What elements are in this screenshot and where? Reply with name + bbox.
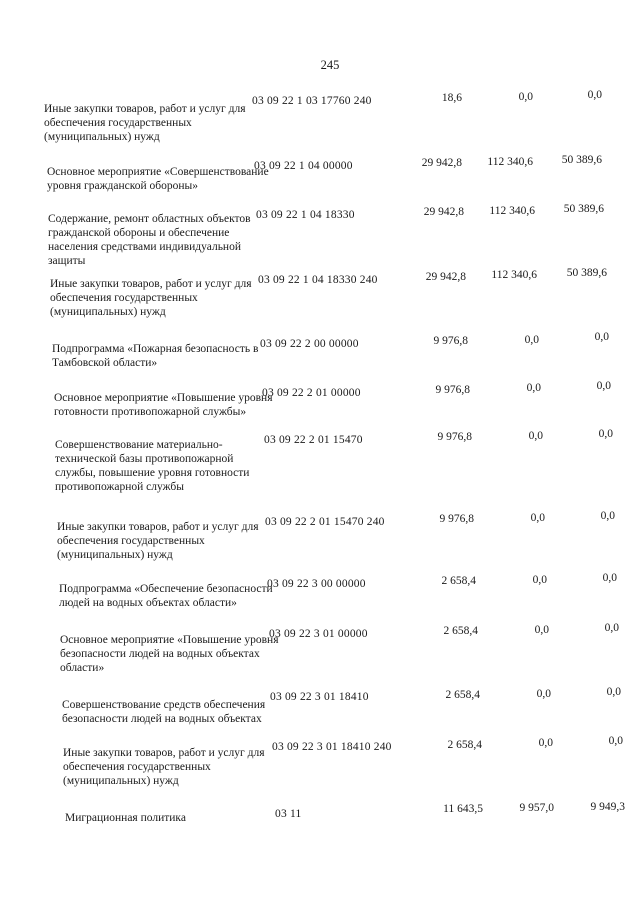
value-col-3: 0,0 — [596, 380, 611, 392]
value-col-2: 112 340,6 — [491, 269, 537, 281]
page-number: 245 — [320, 58, 340, 72]
value-col-3: 9 949,3 — [590, 801, 625, 813]
value-col-3: 0,0 — [602, 572, 617, 584]
value-col-1: 9 976,8 — [439, 513, 474, 525]
row-name: Совершенствование материально-технической базы противопожарной службы, повышение уровня готовности противопожарной службы — [55, 439, 250, 493]
value-col-1: 29 942,8 — [425, 271, 466, 283]
value-col-2: 0,0 — [534, 624, 549, 636]
value-col-1: 11 643,5 — [443, 803, 483, 815]
value-col-1: 2 658,4 — [447, 739, 482, 751]
row-code: 03 09 22 1 04 00000 — [254, 160, 353, 172]
value-col-1: 9 976,8 — [435, 384, 470, 396]
row-name: Подпрограмма «Обеспечение безопасности людей на водных объектах области» — [59, 583, 273, 609]
row-code: 03 09 22 1 04 18330 240 — [258, 274, 378, 286]
row-name: Иные закупки товаров, работ и услуг для обеспечения государственных (муниципальных) нужд — [50, 278, 252, 318]
value-col-1: 29 942,8 — [421, 157, 462, 169]
row-code: 03 09 22 3 01 00000 — [269, 628, 368, 640]
value-col-1: 18,6 — [441, 92, 462, 104]
value-col-2: 0,0 — [526, 382, 541, 394]
row-name: Основное мероприятие «Повышение уровня готовности противопожарной службы» — [54, 392, 273, 418]
row-code: 03 09 22 1 03 17760 240 — [252, 95, 372, 107]
value-col-1: 9 976,8 — [437, 431, 472, 443]
value-col-3: 0,0 — [606, 686, 621, 698]
row-name: Совершенствование средств обеспечения безопасности людей на водных объектах — [62, 699, 266, 725]
value-col-3: 0,0 — [604, 622, 619, 634]
value-col-2: 0,0 — [524, 334, 539, 346]
row-name: Иные закупки товаров, работ и услуг для обеспечения государственных (муниципальных) нужд — [63, 747, 265, 787]
value-col-3: 50 389,6 — [561, 154, 602, 166]
row-code: 03 09 22 3 01 18410 — [270, 691, 369, 703]
value-col-1: 29 942,8 — [423, 206, 464, 218]
value-col-3: 0,0 — [600, 510, 615, 522]
row-name: Иные закупки товаров, работ и услуг для обеспечения государственных (муниципальных) нужд — [44, 103, 246, 143]
value-col-1: 2 658,4 — [445, 689, 480, 701]
row-name: Основное мероприятие «Совершенствование уровня гражданской обороны» — [47, 166, 269, 192]
value-col-2: 0,0 — [536, 688, 551, 700]
value-col-2: 0,0 — [538, 737, 553, 749]
value-col-2: 0,0 — [518, 91, 533, 103]
value-col-1: 9 976,8 — [433, 335, 468, 347]
row-code: 03 09 22 2 01 00000 — [262, 387, 361, 399]
value-col-2: 0,0 — [532, 574, 547, 586]
value-col-3: 0,0 — [587, 89, 602, 101]
value-col-1: 2 658,4 — [443, 625, 478, 637]
row-code: 03 09 22 3 01 18410 240 — [272, 741, 392, 753]
row-code: 03 09 22 2 00 00000 — [260, 338, 359, 350]
value-col-3: 50 389,6 — [566, 267, 607, 279]
value-col-3: 0,0 — [598, 428, 613, 440]
row-name: Иные закупки товаров, работ и услуг для обеспечения государственных (муниципальных) нужд — [57, 521, 259, 561]
value-col-3: 0,0 — [594, 331, 609, 343]
row-name: Содержание, ремонт областных объектов гражданской обороны и обеспечение населения средствами индивидуальной защиты — [48, 213, 251, 267]
row-code: 03 09 22 1 04 18330 — [256, 209, 355, 221]
row-code: 03 11 — [275, 808, 302, 820]
value-col-3: 0,0 — [608, 735, 623, 747]
value-col-1: 2 658,4 — [441, 575, 476, 587]
value-col-3: 50 389,6 — [563, 203, 604, 215]
row-name: Основное мероприятие «Повышение уровня безопасности людей на водных объектах области» — [60, 634, 279, 674]
row-name: Миграционная политика — [65, 812, 186, 824]
value-col-2: 0,0 — [528, 430, 543, 442]
value-col-2: 112 340,6 — [487, 156, 533, 168]
value-col-2: 0,0 — [530, 512, 545, 524]
value-col-2: 9 957,0 — [519, 802, 554, 814]
value-col-2: 112 340,6 — [489, 205, 535, 217]
row-code: 03 09 22 2 01 15470 240 — [265, 516, 385, 528]
row-code: 03 09 22 3 00 00000 — [267, 578, 366, 590]
row-name: Подпрограмма «Пожарная безопасность в Тамбовской области» — [52, 343, 259, 369]
row-code: 03 09 22 2 01 15470 — [264, 434, 363, 446]
